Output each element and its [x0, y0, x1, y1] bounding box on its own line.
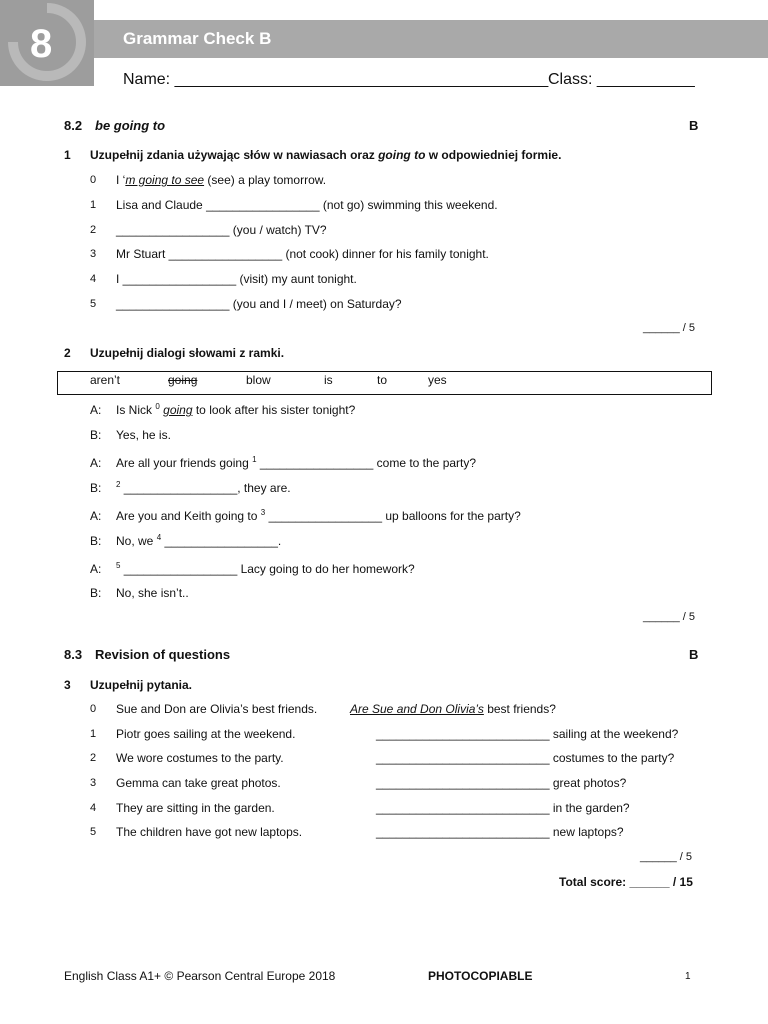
section-number: 8.3 [64, 647, 83, 662]
gap-item[interactable]: _________________ (you and I / meet) on Saturday? [116, 297, 402, 311]
source-sentence: Sue and Don are Olivia’s best friends. [116, 702, 318, 716]
item-number: 5 [90, 298, 97, 310]
task-number: 1 [64, 148, 71, 162]
answer-line[interactable]: __________________________ costumes to the party? [376, 751, 675, 765]
speaker-label: A: [90, 403, 102, 417]
box-word: blow [246, 373, 271, 387]
example-item: I ‘m going to see (see) a play tomorrow. [116, 173, 327, 187]
example-answer-line: Are Sue and Don Olivia’s best friends? [350, 702, 556, 716]
gap-item[interactable]: Lisa and Claude _________________ (not go) swimming this weekend. [116, 198, 498, 212]
dialogue-line: Yes, he is. [116, 428, 171, 442]
box-word: is [324, 373, 333, 387]
footer-copyright: English Class A1+ © Pearson Central Europe 2018 [64, 969, 336, 983]
item-number: 3 [90, 248, 97, 260]
item-number: 2 [90, 752, 97, 764]
source-sentence: We wore costumes to the party. [116, 751, 284, 765]
dialogue-line[interactable]: Are you and Keith going to $^3$ _________________ up balloons for the party? [116, 508, 521, 523]
box-word: aren’t [90, 373, 121, 387]
total-score[interactable]: Total score: ______ / 15 [559, 875, 693, 889]
task-instruction: Uzupełnij dialogi słowami z ramki. [90, 346, 285, 360]
task-instruction: Uzupełnij pytania. [90, 678, 193, 692]
footer-photocopiable: PHOTOCOPIABLE [428, 969, 533, 983]
unit-logo [0, 0, 94, 86]
section-number: 8.2 [64, 118, 83, 133]
page-title: Grammar Check B [123, 29, 272, 48]
dialogue-line[interactable]: $^2$ _________________, they are. [116, 480, 291, 495]
task-number: 2 [64, 346, 71, 360]
item-number: 2 [90, 224, 97, 236]
dialogue-line: No, she isn’t.. [116, 586, 189, 600]
speaker-label: B: [90, 428, 102, 442]
item-number: 5 [90, 826, 97, 838]
answer-line[interactable]: __________________________ sailing at the weekend? [376, 727, 679, 741]
box-word: to [377, 373, 388, 387]
unit-number: 8 [30, 22, 53, 66]
class-field[interactable]: Class: ___________ [548, 71, 695, 88]
title-banner [94, 20, 768, 58]
speaker-label: B: [90, 534, 102, 548]
item-number: 1 [90, 728, 97, 740]
example-answer: going [163, 403, 193, 417]
dialogue-line[interactable]: Are all your friends going $^1$ _________________ come to the party? [116, 455, 477, 470]
speaker-label: B: [90, 481, 102, 495]
dialogue-line: Is Nick $^0$ going to look after his sister tonight? [116, 402, 356, 417]
example-answer: m going to see [125, 173, 205, 187]
source-sentence: They are sitting in the garden. [116, 801, 275, 815]
gap-item[interactable]: Mr Stuart _________________ (not cook) dinner for his family tonight. [116, 247, 489, 261]
answer-line[interactable]: __________________________ great photos? [376, 776, 627, 790]
dialogue-line[interactable]: $^5$ _________________ Lacy going to do her homework? [116, 561, 415, 576]
section-title: Revision of questions [95, 647, 231, 662]
item-number: 3 [90, 777, 97, 789]
item-number: 4 [90, 802, 97, 814]
answer-line[interactable]: __________________________ new laptops? [376, 825, 624, 839]
task-score: ______ / 5 [640, 851, 692, 863]
speaker-label: A: [90, 562, 102, 576]
version-label: B [689, 647, 699, 662]
section-title: be going to [95, 118, 166, 133]
box-word: yes [428, 373, 447, 387]
item-number: 0 [90, 174, 97, 186]
answer-line[interactable]: __________________________ in the garden? [376, 801, 630, 815]
item-number: 4 [90, 273, 97, 285]
item-number: 0 [90, 703, 97, 715]
version-label: B [689, 118, 699, 133]
item-number: 1 [90, 199, 97, 211]
dialogue-line[interactable]: No, we $^4$ _________________. [116, 533, 282, 548]
source-sentence: Gemma can take great photos. [116, 776, 281, 790]
gap-item[interactable]: _________________ (you / watch) TV? [116, 223, 327, 237]
box-word-used: going [168, 373, 198, 387]
gap-item[interactable]: I _________________ (visit) my aunt tonight. [116, 272, 357, 286]
task-instruction: Uzupełnij zdania używając słów w nawiasach oraz going to w odpowiedniej formie. [90, 148, 562, 162]
task-number: 3 [64, 678, 71, 692]
speaker-label: A: [90, 456, 102, 470]
name-field[interactable]: Name: __________________________________________ [123, 71, 549, 88]
speaker-label: B: [90, 586, 102, 600]
source-sentence: The children have got new laptops. [116, 825, 303, 839]
page-number: 1 [685, 971, 691, 982]
task-score: ______ / 5 [643, 322, 695, 334]
speaker-label: A: [90, 509, 102, 523]
task-score: ______ / 5 [643, 611, 695, 623]
source-sentence: Piotr goes sailing at the weekend. [116, 727, 296, 741]
